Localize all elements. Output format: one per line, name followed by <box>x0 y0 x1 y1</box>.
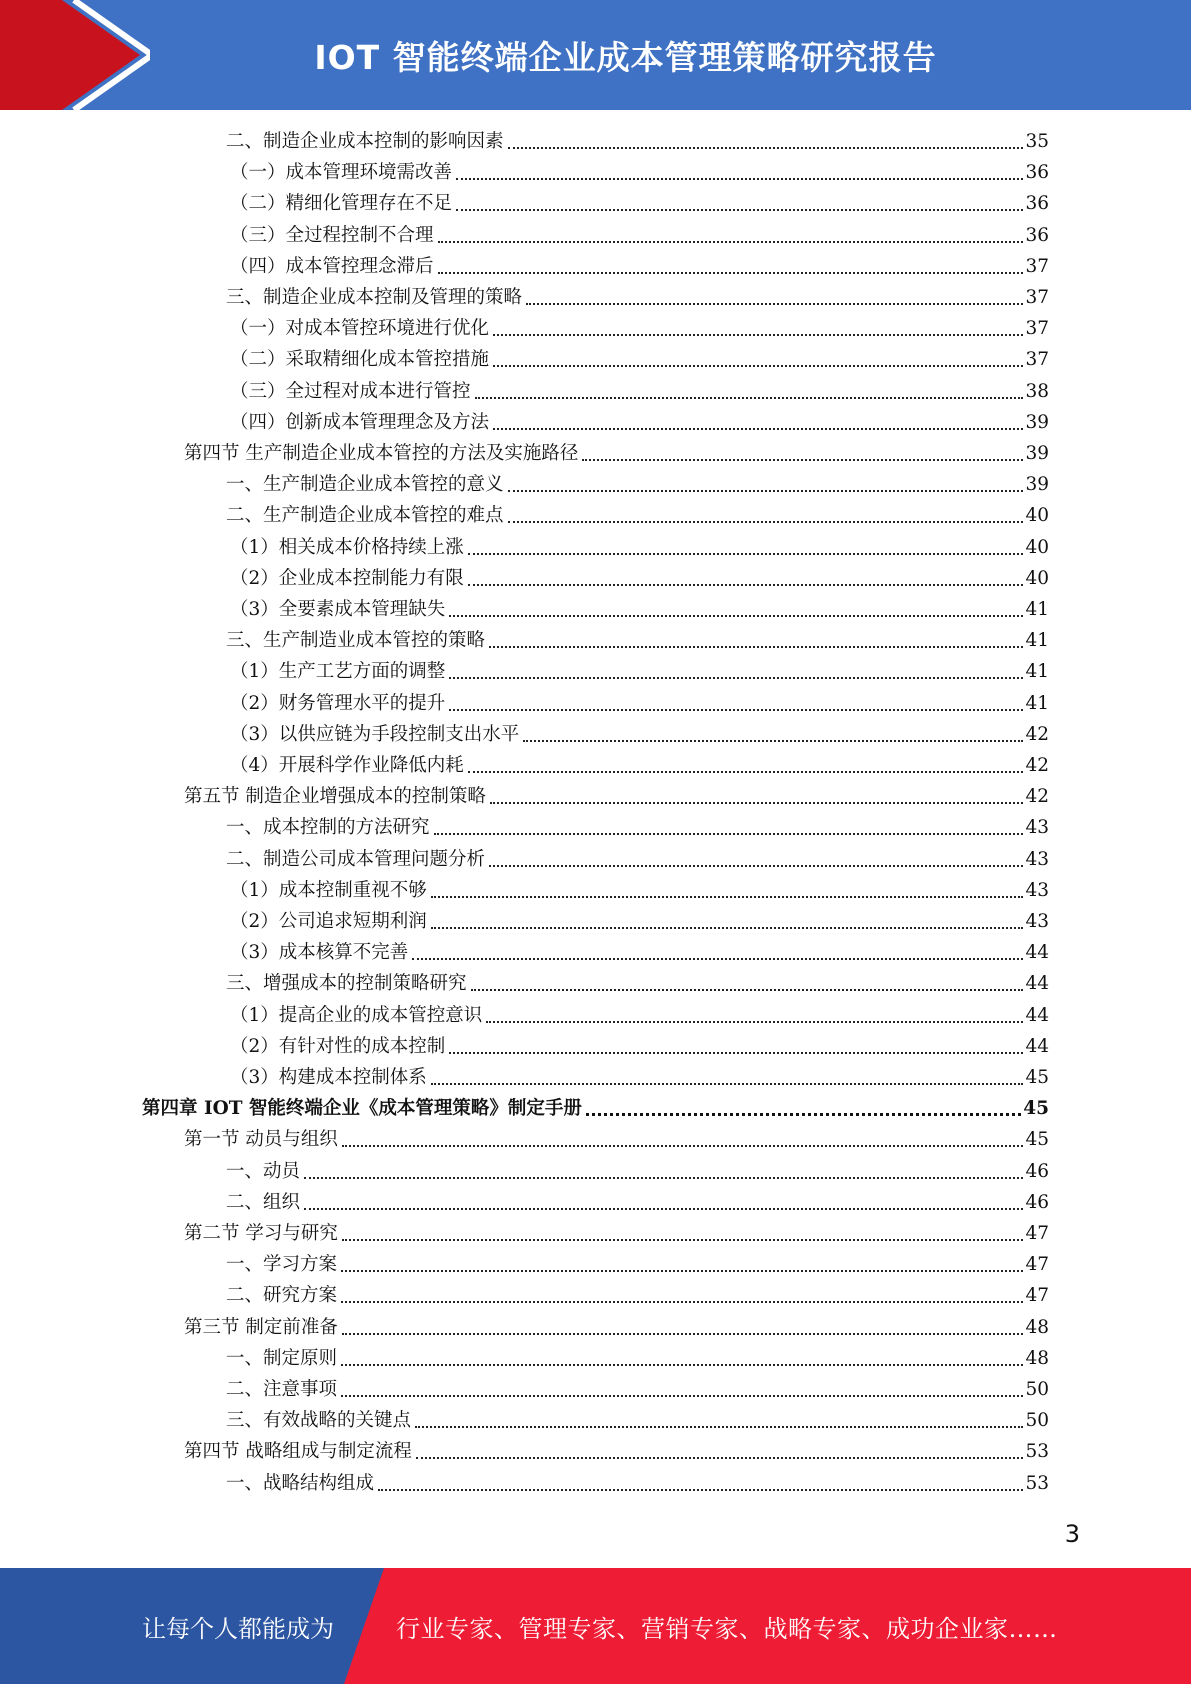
toc-entry[interactable] <box>230 223 1049 247</box>
toc-entry-title: （二）精细化管理存在不足 <box>230 193 453 215</box>
toc-dot-leader <box>493 334 1023 336</box>
toc-entry[interactable] <box>230 940 1049 964</box>
toc-entry-title: （3）全要素成本管理缺失 <box>230 599 446 620</box>
toc-entry-page: 46 <box>1025 1160 1049 1182</box>
toc-dot-leader <box>438 241 1024 243</box>
toc-dot-leader <box>508 147 1024 149</box>
toc-entry-title: （4）开展科学作业降低内耗 <box>230 755 464 776</box>
toc-dot-leader <box>341 1270 1023 1272</box>
toc-entry-title: 二、组织 <box>226 1191 301 1213</box>
toc-entry-title: 二、生产制造企业成本管控的难点 <box>226 505 504 527</box>
toc-entry[interactable] <box>230 597 1049 621</box>
toc-entry-title: 二、制造企业成本控制的影响因素 <box>226 131 504 152</box>
toc-entry[interactable] <box>226 1471 1049 1495</box>
toc-entry-title: 第一节 动员与组织 <box>184 1129 338 1151</box>
toc-entry[interactable] <box>230 1065 1049 1089</box>
toc-entry[interactable] <box>230 909 1049 933</box>
toc-entry-title: （3）成本核算不完善 <box>230 942 409 964</box>
toc-entry-title: 第三节 制定前准备 <box>184 1316 338 1338</box>
toc-dot-leader <box>490 802 1024 804</box>
toc-entry[interactable] <box>226 503 1049 527</box>
toc-entry-page: 50 <box>1025 1410 1049 1432</box>
toc-dot-leader <box>416 1457 1024 1459</box>
toc-dot-leader <box>431 927 1024 929</box>
toc-entry-title: 三、增强成本的控制策略研究 <box>226 973 467 995</box>
toc-dot-leader <box>431 896 1024 898</box>
toc-entry[interactable] <box>230 691 1049 715</box>
toc-entry-page: 42 <box>1025 723 1049 745</box>
toc-entry[interactable] <box>184 784 1049 808</box>
toc-entry[interactable] <box>230 160 1049 184</box>
toc-entry-title: （四）成本管控理念滞后 <box>230 255 434 277</box>
toc-entry-title: 一、学习方案 <box>226 1254 338 1276</box>
toc-dot-leader <box>475 397 1024 399</box>
toc-entry-page: 44 <box>1025 1035 1049 1057</box>
toc-dot-leader <box>468 584 1024 586</box>
footer-slogan-left: 让每个人都能成为 <box>142 1614 334 1643</box>
toc-dot-leader <box>526 303 1023 305</box>
toc-dot-leader <box>523 740 1023 742</box>
header-banner <box>0 0 1191 110</box>
toc-entry-title: （2）财务管理水平的提升 <box>230 692 446 714</box>
toc-entry-page: 36 <box>1025 193 1049 215</box>
header-title: IOT 智能终端企业成本管理策略研究报告 <box>314 37 937 77</box>
toc-entry[interactable] <box>226 1252 1049 1276</box>
toc-entry-page: 50 <box>1025 1379 1049 1400</box>
toc-dot-leader <box>412 958 1023 960</box>
toc-entry-title: 二、研究方案 <box>226 1285 338 1307</box>
toc-entry-title: （3）以供应链为手段控制支出水平 <box>230 723 520 745</box>
toc-entry[interactable] <box>230 191 1049 215</box>
toc-dot-leader <box>493 428 1023 430</box>
toc-entry-title: （2）有针对性的成本控制 <box>230 1035 446 1057</box>
toc-entry-title: （三）全过程控制不合理 <box>230 224 434 246</box>
toc-entry-page: 40 <box>1025 505 1049 527</box>
toc-dot-leader <box>415 1426 1023 1428</box>
toc-entry[interactable] <box>230 254 1049 278</box>
toc-entry-title: （3）构建成本控制体系 <box>230 1067 427 1088</box>
toc-entry-title: 三、制造企业成本控制及管理的策略 <box>226 287 523 308</box>
toc-entry-page: 42 <box>1025 786 1049 808</box>
toc-dot-leader <box>431 1083 1024 1085</box>
toc-entry-page: 45 <box>1025 1067 1049 1088</box>
toc-entry-title: 三、生产制造业成本管控的策略 <box>226 630 486 652</box>
toc-dot-leader <box>508 521 1024 523</box>
toc-entry[interactable] <box>230 410 1049 434</box>
toc-entry-page: 37 <box>1025 287 1049 308</box>
toc-entry-page: 43 <box>1025 817 1049 839</box>
toc-entry-title: 一、动员 <box>226 1160 301 1182</box>
toc-entry-page: 44 <box>1025 1004 1049 1026</box>
toc-entry-page: 39 <box>1025 474 1049 496</box>
toc-dot-leader <box>434 833 1024 835</box>
toc-entry-title: 一、制定原则 <box>226 1347 338 1369</box>
toc-entry[interactable] <box>226 472 1049 496</box>
toc-entry-page: 53 <box>1025 1441 1049 1463</box>
toc-entry-page: 47 <box>1025 1285 1049 1307</box>
toc-dot-leader <box>471 989 1024 991</box>
toc-entry-page: 45 <box>1025 1129 1049 1151</box>
toc-entry[interactable] <box>184 1127 1049 1151</box>
toc-entry-page: 43 <box>1025 911 1049 932</box>
toc-entry-title: 一、生产制造企业成本管控的意义 <box>226 474 504 496</box>
toc-entry-page: 48 <box>1025 1347 1049 1369</box>
toc-entry-page: 38 <box>1025 380 1049 402</box>
toc-entry[interactable] <box>184 1439 1049 1463</box>
toc-entry-page: 41 <box>1025 599 1049 620</box>
toc-entry[interactable] <box>230 316 1049 340</box>
toc-entry-page: 37 <box>1025 349 1049 371</box>
toc-entry[interactable] <box>226 1346 1049 1370</box>
toc-entry[interactable] <box>226 628 1049 652</box>
toc-entry-page: 36 <box>1025 224 1049 246</box>
toc-dot-leader <box>582 459 1023 461</box>
toc-dot-leader <box>341 1364 1023 1366</box>
toc-entry[interactable] <box>230 535 1049 559</box>
toc-entry[interactable] <box>226 1408 1049 1432</box>
toc-entry-page: 36 <box>1025 162 1049 184</box>
toc-dot-leader <box>456 209 1023 211</box>
toc-dot-leader <box>438 272 1024 274</box>
toc-entry[interactable] <box>184 1221 1049 1245</box>
toc-dot-leader <box>489 865 1023 867</box>
toc-entry-page: 47 <box>1025 1223 1049 1244</box>
toc-entry-page: 40 <box>1025 536 1049 558</box>
toc-entry[interactable] <box>230 347 1049 371</box>
toc-entry-title: （1）相关成本价格持续上涨 <box>230 536 464 558</box>
toc-entry-title: （三）全过程对成本进行管控 <box>230 380 471 402</box>
toc-entry[interactable] <box>226 971 1049 995</box>
footer-banner <box>0 1568 1191 1684</box>
toc-entry[interactable] <box>230 878 1049 902</box>
toc-dot-leader <box>493 365 1023 367</box>
page-number: 3 <box>1064 1520 1080 1548</box>
toc-entry[interactable] <box>230 659 1049 683</box>
toc-entry-title: （2）公司追求短期利润 <box>230 911 427 932</box>
toc-entry-page: 39 <box>1025 443 1049 464</box>
toc-dot-leader <box>449 709 1023 711</box>
toc-entry-title: （二）采取精细化成本管控措施 <box>230 349 490 371</box>
toc-entry-title: 二、制造公司成本管理问题分析 <box>226 848 486 870</box>
toc-entry-title: 第二节 学习与研究 <box>184 1223 338 1244</box>
toc-entry-title: （1）成本控制重视不够 <box>230 879 427 901</box>
toc-entry-page: 42 <box>1025 755 1049 776</box>
toc-entry-title: （四）创新成本管理理念及方法 <box>230 411 490 433</box>
toc-entry-page: 48 <box>1025 1316 1049 1338</box>
toc-entry[interactable] <box>226 1283 1049 1307</box>
toc-entry-page: 41 <box>1025 630 1049 652</box>
toc-entry-page: 37 <box>1025 255 1049 277</box>
toc-entry[interactable] <box>226 847 1049 871</box>
toc-entry-page: 43 <box>1025 848 1049 870</box>
footer-slogan-right: 行业专家、管理专家、营销专家、战略专家、成功企业家…… <box>396 1614 1058 1643</box>
toc-entry[interactable] <box>226 1159 1049 1183</box>
toc-dot-leader <box>304 1208 1023 1210</box>
toc-dot-leader <box>342 1333 1024 1335</box>
toc-entry[interactable] <box>230 722 1049 746</box>
toc-dot-leader <box>449 677 1023 679</box>
toc-dot-leader <box>341 1301 1023 1303</box>
toc-dot-leader <box>342 1239 1024 1241</box>
toc-entry-title: 第四节 战略组成与制定流程 <box>184 1441 412 1463</box>
toc-dot-leader <box>489 646 1023 648</box>
toc-entry-title: 一、成本控制的方法研究 <box>226 817 430 839</box>
toc-entry-title: 第四章 IOT 智能终端企业《成本管理策略》制定手册 <box>142 1098 582 1120</box>
toc-entry[interactable] <box>184 1315 1049 1339</box>
toc-entry-title: 第五节 制造企业增强成本的控制策略 <box>184 786 486 808</box>
toc-dot-leader <box>449 615 1023 617</box>
header-arrow-decoration <box>0 0 150 110</box>
toc-entry-title: （1）生产工艺方面的调整 <box>230 661 446 683</box>
toc-entry-page: 43 <box>1025 879 1049 901</box>
toc-dot-leader <box>341 1395 1023 1397</box>
toc-entry[interactable] <box>184 441 1049 465</box>
toc-dot-leader <box>508 490 1024 492</box>
toc-entry-page: 35 <box>1025 131 1049 152</box>
toc-entry-title: 一、战略结构组成 <box>226 1472 375 1494</box>
toc-entry[interactable] <box>226 285 1049 309</box>
toc-entry[interactable] <box>230 566 1049 590</box>
toc-dot-leader <box>468 553 1024 555</box>
toc-entry-title: （一）成本管理环境需改善 <box>230 162 453 184</box>
toc-dot-leader <box>468 771 1024 773</box>
toc-entry-page: 45 <box>1023 1098 1049 1120</box>
toc-dot-leader <box>486 1021 1023 1023</box>
toc-entry-title: （2）企业成本控制能力有限 <box>230 567 464 589</box>
toc-entry[interactable] <box>226 815 1049 839</box>
toc-entry-page: 40 <box>1025 567 1049 589</box>
toc-entry[interactable] <box>226 129 1049 153</box>
toc-entry-page: 39 <box>1025 411 1049 433</box>
toc-entry-page: 41 <box>1025 692 1049 714</box>
toc-entry[interactable] <box>230 1034 1049 1058</box>
toc-entry[interactable] <box>230 1003 1049 1027</box>
toc-dot-leader <box>342 1145 1024 1147</box>
toc-entry-page: 53 <box>1025 1472 1049 1494</box>
toc-entry[interactable] <box>230 379 1049 403</box>
toc-dot-leader <box>449 1052 1023 1054</box>
toc-entry-page: 46 <box>1025 1191 1049 1213</box>
toc-entry-page: 37 <box>1025 318 1049 340</box>
toc-entry[interactable] <box>230 753 1049 777</box>
toc-entry[interactable] <box>226 1377 1049 1401</box>
toc-dot-leader <box>586 1113 1021 1116</box>
toc-dot-leader <box>304 1177 1023 1179</box>
toc-entry-page: 41 <box>1025 661 1049 683</box>
toc-entry[interactable] <box>142 1096 1049 1120</box>
toc-entry-title: （1）提高企业的成本管控意识 <box>230 1004 483 1026</box>
toc-dot-leader <box>456 178 1023 180</box>
toc-entry-title: 二、注意事项 <box>226 1379 338 1400</box>
toc-entry[interactable] <box>226 1190 1049 1214</box>
toc-entry-page: 44 <box>1025 942 1049 964</box>
toc-dot-leader <box>378 1489 1023 1491</box>
toc-entry-page: 44 <box>1025 973 1049 995</box>
toc-entry-page: 47 <box>1025 1254 1049 1276</box>
toc-entry-title: 三、有效战略的关键点 <box>226 1410 412 1432</box>
toc-entry-title: 第四节 生产制造企业成本管控的方法及实施路径 <box>184 443 579 464</box>
toc-entry-title: （一）对成本管控环境进行优化 <box>230 318 490 340</box>
